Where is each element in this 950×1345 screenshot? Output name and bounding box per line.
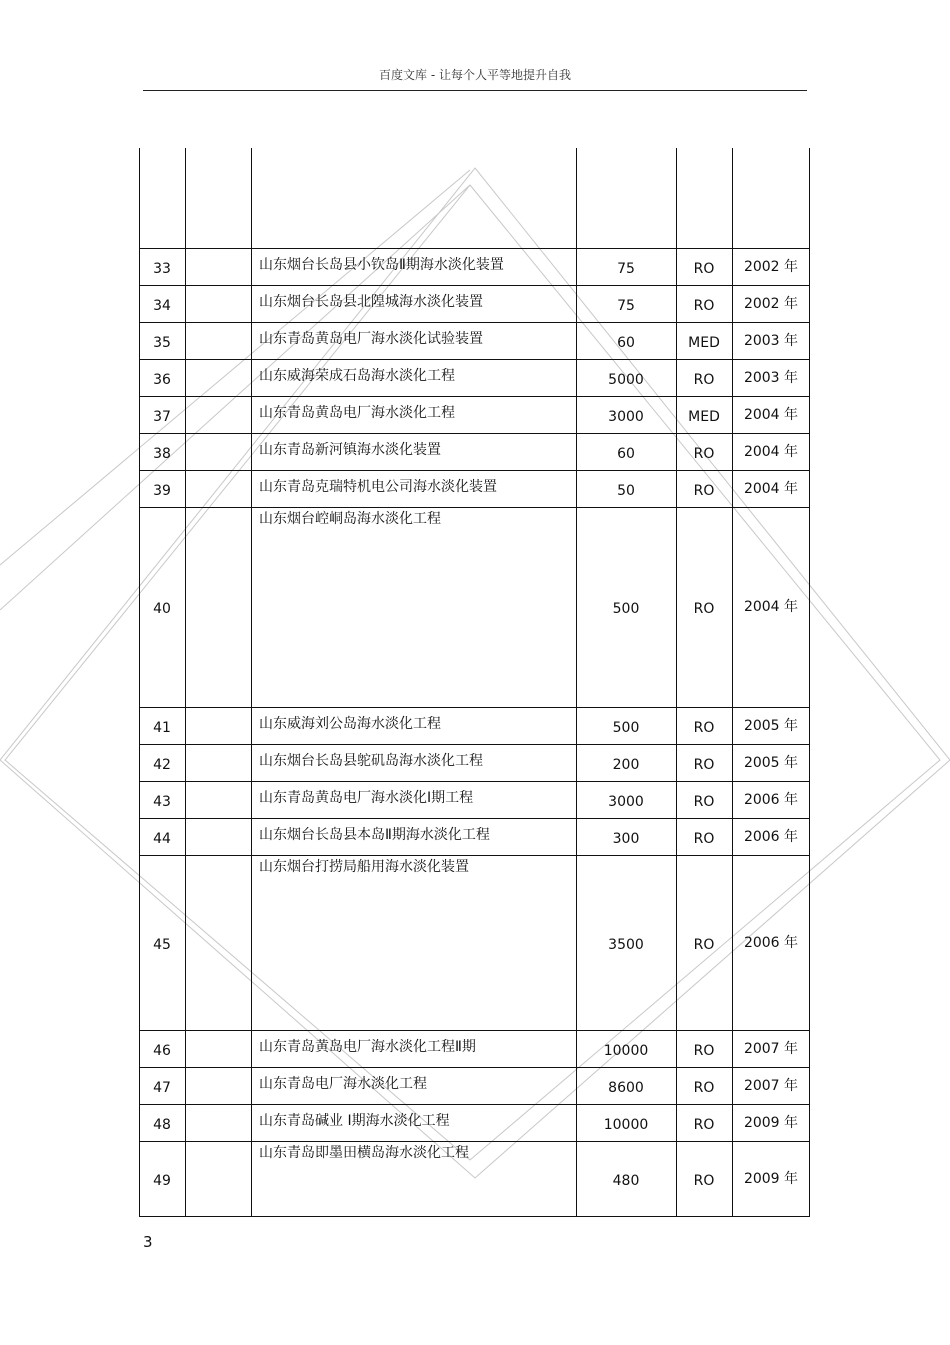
row-number: 47 [153, 1080, 171, 1096]
row-number: 34 [153, 298, 171, 314]
project-name: 山东青岛克瑞特机电公司海水淡化装置 [259, 479, 497, 495]
project-name: 山东烟台长岛县鸵矶岛海水淡化工程 [259, 753, 483, 769]
capacity-value: 3000 [608, 409, 644, 425]
project-name: 山东烟台长岛县小钦岛Ⅱ期海水淡化装置 [259, 257, 504, 273]
technology-type: RO [693, 937, 715, 953]
technology-type: RO [693, 446, 715, 462]
table-row [139, 359, 810, 396]
capacity-value: 50 [617, 483, 635, 499]
row-number: 40 [153, 601, 171, 617]
capacity-value: 3000 [608, 794, 644, 810]
technology-type: RO [693, 601, 715, 617]
capacity-value: 75 [617, 298, 635, 314]
capacity-value: 3500 [608, 937, 644, 953]
table-row [139, 1104, 810, 1141]
technology-type: RO [693, 483, 715, 499]
project-name: 山东青岛黄岛电厂海水淡化Ⅰ期工程 [259, 790, 474, 806]
technology-type: RO [693, 757, 715, 773]
capacity-value: 5000 [608, 372, 644, 388]
row-number: 49 [153, 1173, 171, 1189]
project-name: 山东烟台打捞局船用海水淡化装置 [259, 859, 469, 875]
project-name: 山东青岛电厂海水淡化工程 [259, 1076, 427, 1092]
commission-year: 2009 年 [743, 1171, 799, 1187]
capacity-value: 300 [612, 831, 640, 847]
table-row [139, 855, 810, 1030]
row-number: 44 [153, 831, 171, 847]
table-row [139, 818, 810, 855]
page-header: 百度文库 - 让每个人平等地提升自我 [379, 68, 571, 82]
commission-year: 2002 年 [743, 259, 799, 275]
table-row [139, 707, 810, 744]
project-name: 山东青岛黄岛电厂海水淡化试验装置 [259, 331, 483, 347]
capacity-value: 8600 [608, 1080, 644, 1096]
technology-type: RO [693, 831, 715, 847]
header-divider [143, 90, 807, 91]
technology-type: RO [693, 794, 715, 810]
capacity-value: 60 [617, 335, 635, 351]
table-row [139, 396, 810, 433]
commission-year: 2006 年 [743, 935, 799, 951]
capacity-value: 10000 [603, 1043, 649, 1059]
technology-type: RO [693, 720, 715, 736]
commission-year: 2006 年 [743, 792, 799, 808]
table-row [139, 781, 810, 818]
table-row [139, 1030, 810, 1067]
table-row [139, 248, 810, 285]
commission-year: 2004 年 [743, 599, 799, 615]
project-name: 山东青岛新河镇海水淡化装置 [259, 442, 441, 458]
project-name: 山东烟台长岛县本岛Ⅱ期海水淡化工程 [259, 827, 490, 843]
commission-year: 2004 年 [743, 481, 799, 497]
row-number: 45 [153, 937, 171, 953]
commission-year: 2003 年 [743, 370, 799, 386]
commission-year: 2005 年 [743, 718, 799, 734]
table-row [139, 1067, 810, 1104]
project-name: 山东烟台崆峒岛海水淡化工程 [259, 511, 441, 527]
commission-year: 2002 年 [743, 296, 799, 312]
row-number: 41 [153, 720, 171, 736]
commission-year: 2009 年 [743, 1115, 799, 1131]
capacity-value: 10000 [603, 1117, 649, 1133]
technology-type: RO [693, 261, 715, 277]
project-name: 山东青岛碱业 Ⅰ期海水淡化工程 [259, 1113, 450, 1129]
row-number: 43 [153, 794, 171, 810]
commission-year: 2007 年 [743, 1078, 799, 1094]
row-number: 33 [153, 261, 171, 277]
technology-type: RO [693, 1043, 715, 1059]
row-number: 37 [153, 409, 171, 425]
capacity-value: 60 [617, 446, 635, 462]
row-number: 39 [153, 483, 171, 499]
technology-type: RO [693, 372, 715, 388]
commission-year: 2006 年 [743, 829, 799, 845]
capacity-value: 480 [612, 1173, 640, 1189]
technology-type: MED [688, 335, 720, 351]
table-row [139, 285, 810, 322]
capacity-value: 200 [612, 757, 640, 773]
row-number: 35 [153, 335, 171, 351]
table-row [139, 433, 810, 470]
row-number: 46 [153, 1043, 171, 1059]
technology-type: RO [693, 1173, 715, 1189]
row-number: 38 [153, 446, 171, 462]
table-row [139, 744, 810, 781]
technology-type: RO [693, 1080, 715, 1096]
page-number: 3 [143, 1233, 153, 1251]
desalination-project-table [139, 148, 810, 1216]
project-name: 山东威海刘公岛海水淡化工程 [259, 716, 441, 732]
row-number: 48 [153, 1117, 171, 1133]
capacity-value: 500 [612, 601, 640, 617]
project-name: 山东烟台长岛县北隍城海水淡化装置 [259, 294, 483, 310]
commission-year: 2005 年 [743, 755, 799, 771]
table-bottom-border [139, 1216, 810, 1217]
commission-year: 2004 年 [743, 444, 799, 460]
project-name: 山东青岛即墨田横岛海水淡化工程 [259, 1145, 469, 1161]
table-row [139, 470, 810, 507]
row-number: 36 [153, 372, 171, 388]
technology-type: RO [693, 1117, 715, 1133]
commission-year: 2004 年 [743, 407, 799, 423]
capacity-value: 75 [617, 261, 635, 277]
project-name: 山东威海荣成石岛海水淡化工程 [259, 368, 455, 384]
table-row [139, 507, 810, 707]
table-row [139, 322, 810, 359]
technology-type: MED [688, 409, 720, 425]
table-row [139, 1141, 810, 1216]
technology-type: RO [693, 298, 715, 314]
row-number: 42 [153, 757, 171, 773]
capacity-value: 500 [612, 720, 640, 736]
commission-year: 2007 年 [743, 1041, 799, 1057]
commission-year: 2003 年 [743, 333, 799, 349]
project-name: 山东青岛黄岛电厂海水淡化工程 [259, 405, 455, 421]
project-name: 山东青岛黄岛电厂海水淡化工程Ⅱ期 [259, 1039, 476, 1055]
